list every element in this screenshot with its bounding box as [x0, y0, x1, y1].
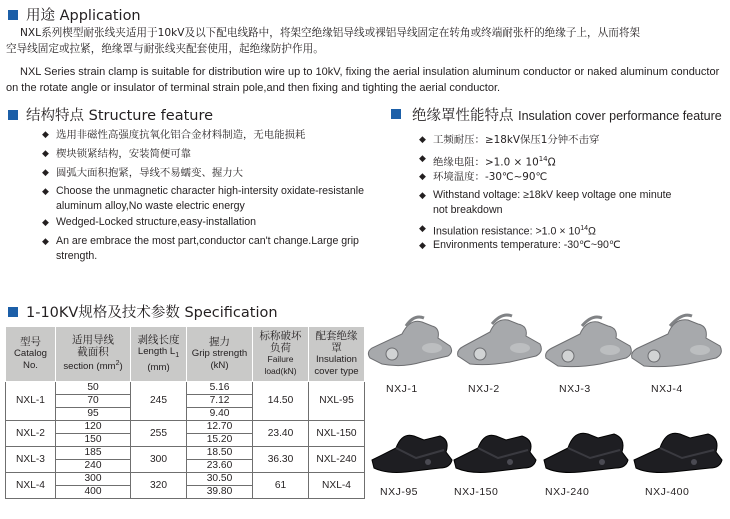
section-marker	[8, 110, 18, 120]
insulation-item: ◆ Insulation resistance: $>1.0 \times 10^{14}\Omega$	[419, 223, 596, 238]
header-failure: 标称破坏 负荷 Failure load(kN)	[253, 327, 309, 382]
table-row: 95 9.40	[6, 408, 365, 421]
application-cn-text: NXL系列楔型耐张线夹适用于10kV及以下配电线路中，将架空绝缘铝导线或裸铝导线固定在转角或终端耐张杆的绝缘子上，从而将架	[20, 27, 641, 39]
clamp-image-nxj-4	[628, 312, 725, 372]
product-label: NXJ-95	[380, 486, 419, 498]
section-marker	[391, 109, 401, 119]
structure-item: ◆ 选用非磁性高强度抗氧化铝合金材料制造，无电能损耗	[42, 129, 306, 141]
table-row: NXL-4 300 320 30.50 61 NXL-4	[6, 473, 365, 486]
product-label: NXJ-150	[454, 486, 499, 498]
section-marker	[8, 307, 18, 317]
product-label: NXJ-1	[386, 383, 418, 395]
table-row: 240 23.60	[6, 460, 365, 473]
section-marker	[8, 10, 18, 20]
structure-item: ◆ An are embrace the most part,conductor can't change.Large grip	[42, 235, 359, 247]
header-grip: 握力 Grip strength (kN)	[187, 327, 253, 382]
structure-item: ◆ 圆弧大面积抱紧，导线不易蠕变、握力大	[42, 167, 244, 179]
header-section: 适用导线 截面积 section $(mm^2)$	[56, 327, 131, 382]
table-row: 150 15.20	[6, 434, 365, 447]
cover-image-nxj-400	[630, 420, 724, 480]
product-label: NXJ-240	[545, 486, 590, 498]
application-en-text: NXL Series strain clamp is suitable for distribution wire up to 10kV, fixing the aerial insulation aluminum conductor or naked aluminum conductor	[20, 66, 720, 78]
structure-item-cont: aluminum alloy,No waste electric energy	[56, 200, 245, 212]
insulation-item: ◆ Withstand voltage: ≥18kV keep voltage one minute	[419, 189, 672, 201]
table-row: NXL-1 50 245 5.16 14.50 NXL-95	[6, 382, 365, 395]
clamp-image-nxj-2	[452, 312, 547, 372]
cover-image-nxj-150	[450, 422, 540, 480]
clamp-image-nxj-1	[362, 312, 457, 372]
insulation-item: ◆ 工频耐压：≥18kV保压1分钟不击穿	[419, 134, 600, 146]
insulation-item: ◆ 环境温度：-30℃~90℃	[419, 171, 548, 183]
structure-item-cont: strength.	[56, 250, 98, 262]
clamp-image-nxj-3	[540, 312, 635, 372]
application-heading: 用途 Application	[26, 8, 141, 24]
cover-image-nxj-240	[540, 420, 630, 480]
table-row: NXL-2 120 255 12.70 23.40 NXL-150	[6, 421, 365, 434]
table-row: 400 39.80	[6, 486, 365, 499]
header-cover: 配套绝缘罩 Insulation cover type	[309, 327, 365, 382]
structure-item: ◆ Wedged-Locked structure,easy-installation	[42, 216, 257, 228]
product-label: NXJ-4	[651, 383, 683, 395]
product-label: NXJ-2	[468, 383, 500, 395]
structure-heading: 结构特点 Structure feature	[26, 108, 214, 124]
spec-heading: 1-10KV规格及技术参数 Specification	[26, 305, 278, 321]
application-cn-text: 空导线固定或拉紧，绝缘罩与耐张线夹配套使用，起绝缘防护作用。	[6, 43, 324, 55]
table-row: 70 7.12	[6, 395, 365, 408]
product-label: NXJ-400	[645, 486, 690, 498]
insulation-item: ◆ Environments temperature: -30℃~90℃	[419, 239, 621, 251]
cover-image-nxj-95	[366, 422, 456, 480]
insulation-heading: 绝缘罩性能特点 Insulation cover performance feature	[412, 108, 722, 124]
structure-item: ◆ Choose the unmagnetic character high-intersity oxidate-resistanle	[42, 185, 364, 197]
table-row: NXL-3 185 300 18.50 36.30 NXL-240	[6, 447, 365, 460]
header-catalog: 型号 Catalog No.	[6, 327, 56, 382]
header-length: 剥线长度 Length $L_1$ (mm)	[131, 327, 187, 382]
insulation-item: ◆ 绝缘电阻：$>1.0 \times 10^{14}\Omega$	[419, 154, 556, 169]
structure-item: ◆ 楔块锁紧结构，安装简便可靠	[42, 148, 192, 160]
product-label: NXJ-3	[559, 383, 591, 395]
application-en-text: on the rotate angle or insulator of terminal strain pole,and then fixing and tighting the aerial conductor.	[6, 82, 501, 94]
spec-table	[5, 326, 365, 499]
insulation-item-cont: not breakdown	[433, 204, 503, 216]
